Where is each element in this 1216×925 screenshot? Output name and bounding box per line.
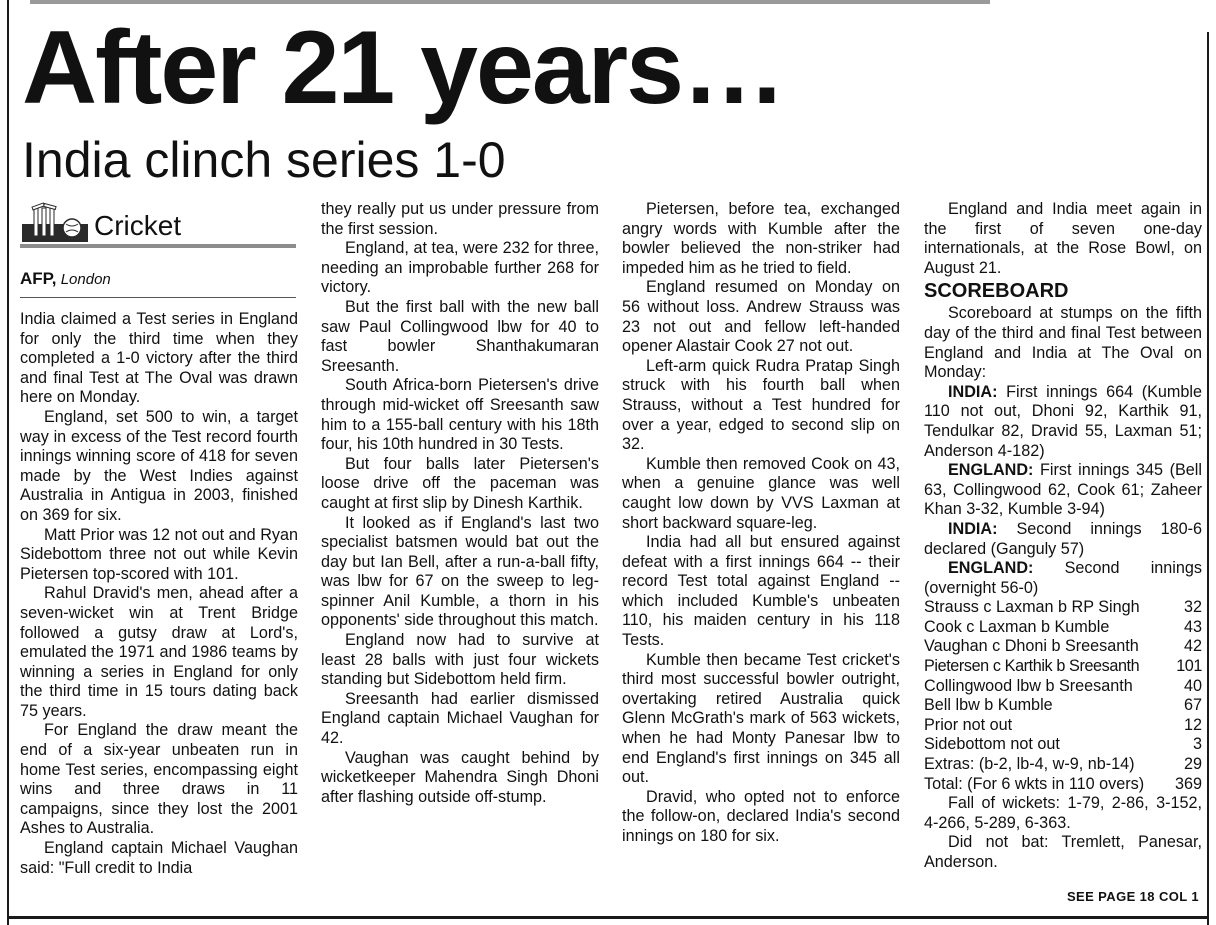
paragraph: England captain Michael Vaughan said: "Full credit to India [20,839,298,877]
runs: 40 [1183,676,1202,695]
runs: 67 [1183,696,1202,715]
total-row [924,775,1202,795]
article-column-4 [924,200,1202,873]
right-border-rule [1207,32,1209,925]
batsman: Collingwood lbw b Sreesanth [924,676,1133,695]
innings-summary: First innings 345 (Bell 63, Collingwood 62, Cook 61; Zaheer Khan 3-32, Kumble 3-94) [924,461,1202,519]
dateline-rule [20,297,296,298]
batting-row [924,696,1202,716]
innings-summary: First innings 664 (Kumble 110 not out, Dhoni 92, Karthik 91, Tendulkar 82, Dravid 55, Laxman 51; Anderson 4-182) [924,382,1202,460]
paragraph: But the first ball with the new ball saw Paul Collingwood lbw for 40 to fast bowler Shanthakumaran Sreesanth. [321,297,599,375]
batsman: Bell lbw b Kumble [924,696,1053,715]
batsman: Pietersen c Karthik b Sreesanth [924,657,1140,676]
article-column-2 [321,200,599,807]
batting-row [924,637,1202,657]
paragraph: Sreesanth had earlier dismissed England captain Michael Vaughan for 42. [321,689,599,748]
paragraph: For England the draw meant the end of a six-year unbeaten run in home Test series, encompassing eight wins and three draws in 11 campaigns, since they lost the 2001 Ashes to Australia. [20,721,298,838]
paragraph: Pietersen, before tea, exchanged angry words with Kumble after the bowler believed the non-striker had impeded him as he tried to field. [622,200,900,277]
runs: 369 [1174,774,1202,793]
batsman: Prior not out [924,715,1013,734]
paragraph: England, set 500 to win, a target way in excess of the Test record fourth innings winning score of 418 for seven made by the West Indies against Australia in Antigua in 2003, finished on 369 for six. [20,407,298,524]
batting-row [924,677,1202,697]
paragraph: Rahul Dravid's men, ahead after a seven-wicket win at Trent Bridge followed a gutsy draw at Lord's, emulated the 1971 and 1986 teams by winning a series in England for only the third time in 15 tours dating back 75 years. [20,584,298,720]
innings-entry [924,383,1202,461]
paragraph: they really put us under pressure from the first session. [321,200,599,238]
runs: 43 [1183,617,1202,636]
paragraph: England resumed on Monday on 56 without loss. Andrew Strauss was 23 not out and fellow left-handed opener Alastair Cook 27 not out. [622,278,900,356]
batting-card [924,598,1202,794]
section-label: Cricket [94,210,182,241]
bottom-border-rule [9,916,1207,919]
section-logo [20,202,298,242]
innings-entry [924,520,1202,559]
paragraph: It looked as if England's last two specialist batsmen would bat out the day but Ian Bell, after a run-a-ball fifty, was lbw for 67 on the sweep to leg-spinner Anil Kumble, a thorn in his opponents' side throughout this match. [321,513,599,630]
article-column-3 [622,200,900,847]
runs: 101 [1176,657,1202,676]
paragraph: Kumble then removed Cook on 43, when a genuine glance was well caught low down by VVS Laxman at short backward square-leg. [622,454,900,532]
innings-summary: Second innings 180-6 declared (Ganguly 57) [924,519,1202,558]
batsman: Vaughan c Dhoni b Sreesanth [924,637,1139,656]
fall-of-wickets: Fall of wickets: 1-79, 2-86, 3-152, 4-266, 5-289, 6-363. [924,794,1202,832]
runs: 42 [1183,637,1202,656]
agency: AFP, [20,269,57,288]
total-label: Total: (For 6 wkts in 110 overs) [924,774,1145,793]
paragraph: South Africa-born Pietersen's drive through mid-wicket off Sreesanth saw him to a 155-ball century with his 18th four, his 10th hundred in 30 Tests. [321,376,599,454]
scoreboard-intro: Scoreboard at stumps on the fifth day of the third and final Test between England and India at The Oval on Monday: [924,304,1202,382]
team-name: ENGLAND: [948,461,1034,480]
batting-row [924,598,1202,618]
left-border-rule [7,0,9,925]
paragraph: Left-arm quick Rudra Pratap Singh struck with his fourth ball when Strauss, without a Test hundred for over a year, edged to second slip on 32. [622,356,900,454]
dateline [20,270,298,289]
extras-label: Extras: (b-2, lb-4, w-9, nb-14) [924,755,1135,774]
innings-entry [924,461,1202,520]
team-name: ENGLAND: [948,559,1034,578]
cricket-stumps-icon [20,202,90,242]
headline: After 21 years… [22,10,784,126]
paragraph: India claimed a Test series in England for only the third time when they completed a 1-0 victory after the third and final Test at The Oval was drawn here on Monday. [20,310,298,407]
runs: 32 [1183,598,1202,617]
paragraph: England now had to survive at least 28 balls with just four wickets standing but Sidebottom held firm. [321,631,599,689]
batting-row [924,657,1202,677]
batsman: Strauss c Laxman b RP Singh [924,598,1140,617]
article-column-1 [20,202,298,878]
batting-row [924,735,1202,755]
runs: 29 [1183,755,1202,774]
batting-row [924,716,1202,736]
top-strip [30,0,990,4]
dateline-city: London [60,271,111,288]
paragraph: Dravid, who opted not to enforce the follow-on, declared India's second innings on 180 for six. [622,787,900,845]
extras-row [924,755,1202,775]
subheadline: India clinch series 1-0 [22,132,506,188]
team-name: INDIA: [948,382,998,401]
innings-entry [924,559,1202,598]
paragraph: England, at tea, were 232 for three, needing an improbable further 268 for victory. [321,239,599,297]
team-name: INDIA: [948,519,998,538]
section-rule [20,244,296,248]
paragraph: But four balls later Pietersen's loose drive off the paceman was caught at first slip by Dinesh Karthik. [321,454,599,512]
paragraph: Vaughan was caught behind by wicketkeeper Mahendra Singh Dhoni after flashing outside off-stump. [321,748,599,806]
innings-summary: Second innings (overnight 56-0) [924,559,1202,597]
batsman: Sidebottom not out [924,735,1060,754]
scoreboard-heading: SCOREBOARD [924,280,1069,303]
runs: 12 [1183,715,1202,734]
batting-row [924,618,1202,638]
paragraph: India had all but ensured against defeat with a first innings 664 -- their record Test total against England -- which included Kumble's unbeaten 110, his maiden century in his 118 Tests. [622,533,900,650]
paragraph: England and India meet again in the first of seven one-day internationals, at the Rose Bowl, on August 21. [924,200,1202,277]
did-not-bat: Did not bat: Tremlett, Panesar, Anderson. [924,833,1202,871]
runs: 3 [1192,735,1202,754]
paragraph: Matt Prior was 12 not out and Ryan Sidebottom three not out while Kevin Pietersen top-scored with 101. [20,525,298,583]
continuation-note: SEE PAGE 18 COL 1 [1066,889,1199,904]
paragraph: Kumble then became Test cricket's third most successful bowler outright, overtaking retired Australia quick Glenn McGrath's mark of 563 wickets, when he had Monty Panesar lbw to end England's first innings on 345 all out. [622,650,900,787]
batsman: Cook c Laxman b Kumble [924,617,1110,636]
